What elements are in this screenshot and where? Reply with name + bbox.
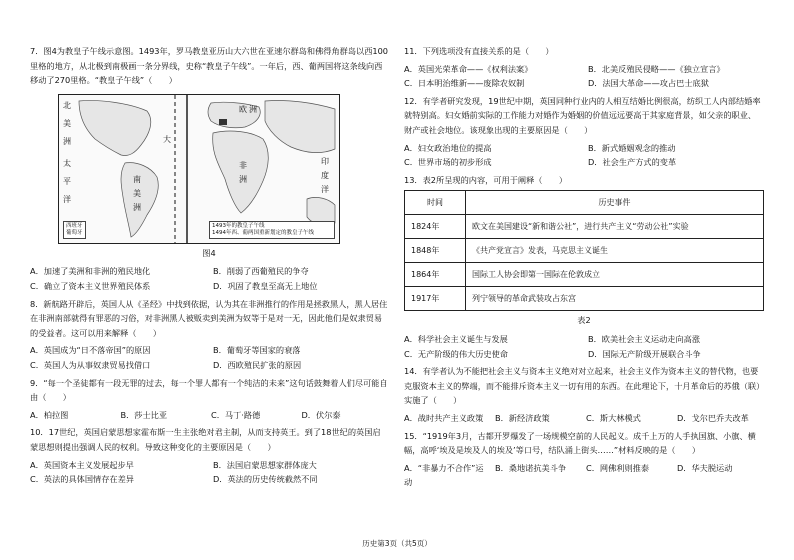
map-label-zhou: 洲 [63, 136, 71, 146]
table-cell-event: 欧文在美国建设“新和谐公社”，进行共产主义“劳动公社”实验 [466, 215, 764, 239]
q10-option-d[interactable]: D．英法的历史传统截然不同 [213, 474, 318, 485]
q11-option-c[interactable]: C．日本明治维新——废除农奴制 [404, 78, 525, 89]
question-8-stem: 8．新航路开辟后，英国人从《圣经》中找到依据，认为其在非洲推行的作用是拯救黑人，黑人居住在非洲南部就得有罪恶的习俗，对非洲黑人被贩卖到美洲为奴等于是对一无，因此他们是奴隶贸易的受益者。这可以用来解释（ ） [30, 298, 388, 338]
question-15-options [404, 461, 764, 490]
africa-shape [213, 131, 269, 213]
map-label-mei: 美 [63, 118, 71, 128]
table-cell-year: 1824年 [405, 215, 466, 239]
q12-option-b[interactable]: B．新式婚姻观念的推动 [588, 142, 676, 153]
table-row [405, 287, 764, 311]
question-7-stem: 7．图4为教皇子午线示意图。1493年，罗马教皇亚历山大六世在亚速尔群岛和佛得角群岛以西100里格的地方，从北极到南极画一条分界线，史称“教皇子午线”。一年后，西、葡两国将这条线向西移动了270里格。“教皇子午线”（ ） [30, 46, 389, 86]
q10-option-c[interactable]: C．英法的具体国情存在差异 [30, 474, 134, 485]
question-8-options [30, 343, 388, 372]
q12-option-d[interactable]: D．社会生产方式的变革 [588, 157, 677, 168]
q9-option-c[interactable]: C．马丁·路德 [211, 409, 261, 420]
q7-option-d[interactable]: D．巩固了教皇至高无上地位 [213, 280, 318, 291]
table-cell-year: 1864年 [405, 263, 466, 287]
map-label-tai: 太 [63, 158, 71, 168]
q7-option-b[interactable]: B．削弱了西葡殖民的争夺 [213, 266, 309, 277]
q7-option-c[interactable]: C．确立了资本主义世界殖民体系 [30, 280, 151, 291]
q14-option-d[interactable]: D．戈尔巴乔夫改革 [677, 412, 749, 423]
question-9-options [30, 408, 388, 423]
question-13-stem: 13．表2所呈现的内容，可用于阐释（ ） [404, 174, 568, 185]
q13-option-c[interactable]: C．无产阶级的伟大历史使命 [404, 348, 508, 359]
q14-option-c[interactable]: C．斯大林模式 [586, 412, 641, 423]
legend-portugal: 葡萄牙 [66, 229, 83, 236]
q8-option-a[interactable]: A．英国成为“日不落帝国”的原因 [30, 345, 151, 356]
map-label-yang: 洋 [63, 194, 71, 204]
legend-spain: 西班牙 [66, 222, 83, 229]
q13-option-a[interactable]: A．科学社会主义诞生与发展 [404, 333, 508, 344]
table-2-caption: 表2 [577, 315, 591, 326]
left-column [30, 44, 388, 490]
map-label-zhou4: 洲 [239, 174, 247, 184]
q9-option-d[interactable]: D．伏尔泰 [301, 409, 341, 420]
map-label-da: 大 [163, 134, 171, 144]
map-label-ping: 平 [63, 176, 71, 186]
q15-option-c[interactable]: C．网佛利则推泰 [586, 462, 650, 473]
q15-option-a[interactable]: A．“非暴力不合作”运动 [404, 462, 484, 488]
q13-option-b[interactable]: B．欧美社会主义运动走向高涨 [588, 333, 701, 344]
q10-option-a[interactable]: A．英国资本主义发展起步早 [30, 459, 134, 470]
map-label-yang2: 洋 [321, 184, 329, 194]
table-cell-year: 1917年 [405, 287, 466, 311]
q15-option-d[interactable]: D．华夫脱运动 [677, 462, 733, 473]
table-row [405, 215, 764, 239]
question-12-stem: 12．有学者研究发现，19世纪中期，英国同种行业内的人相互结婚比例很高，纺织工人内部结婚率就特别高。妇女婚前实际的工作能力对婚作为婚姻的价值远远要高于其家庭背景，如父亲的职业、财产或社会地位。该现象出现的主要原因是（ ） [404, 95, 761, 135]
question-9-stem: 9．“每一个圣徒都有一段无罪的过去，每一个罪人都有一个纯洁的未来”这句话鼓舞着人们尽可能自由（ ） [30, 377, 388, 403]
table-cell-event: 列宁领导的革命武装攻占东宫 [466, 287, 764, 311]
north-america-shape [79, 100, 151, 155]
q11-option-a[interactable]: A．英国光荣革命——《权利法案》 [404, 63, 533, 74]
q8-option-c[interactable]: C．英国人为从事奴隶贸易找借口 [30, 359, 151, 370]
map-small-legend [63, 221, 86, 239]
map-label-fei: 非 [239, 160, 247, 170]
map-label-mei2: 美 [133, 188, 141, 198]
q11-option-b[interactable]: B．北美反殖民侵略——《独立宣言》 [588, 63, 725, 74]
map-label-du: 度 [321, 170, 329, 180]
q9-option-a[interactable]: A．柏拉图 [30, 409, 69, 420]
question-10-options [30, 458, 388, 487]
figure-4-caption: 图4 [202, 247, 216, 258]
table-cell-event: 《共产党宣言》发表，马克思主义诞生 [466, 239, 764, 263]
legend-1493: 1493年的教皇子午线 [212, 222, 265, 229]
question-7-options [30, 264, 388, 293]
page-footer: 历史第3页（共5页） [362, 539, 432, 548]
map-label-ou: 欧 [239, 104, 247, 114]
table-2-history-events [404, 190, 764, 311]
q7-option-a[interactable]: A．加速了美洲和非洲的殖民地化 [30, 266, 151, 277]
table-cell-year: 1848年 [405, 239, 466, 263]
q8-option-b[interactable]: B．葡萄牙等国家的衰落 [213, 345, 301, 356]
q15-option-b[interactable]: B．桑地诺抗美斗争 [495, 462, 567, 473]
question-12-options [404, 141, 764, 170]
q8-option-d[interactable]: D．西欧殖民扩张的原因 [213, 359, 302, 370]
iberia-marker [219, 119, 227, 125]
question-15-stem: 15．“1919年3月，古都开罗爆发了一场规模空前的人民起义。成千上万的人手执国旗、小旗、横幅，高呼‘埃及是埃及人的埃及’等口号，结队涌上街头……”材料反映的是（ ） [404, 430, 756, 456]
table-row [405, 239, 764, 263]
map-label-nan: 南 [133, 174, 141, 184]
question-11-options [404, 62, 764, 91]
q9-option-b[interactable]: B．莎士比亚 [120, 409, 168, 420]
q14-option-b[interactable]: B．新经济政策 [495, 412, 550, 423]
map-label-bei: 北 [63, 100, 71, 110]
question-14-options [404, 411, 764, 426]
question-13-options [404, 332, 764, 361]
right-column [404, 44, 764, 493]
q13-option-d[interactable]: D．国际无产阶级开展联合斗争 [588, 348, 701, 359]
q10-option-b[interactable]: B．法国启蒙思想家群体庞大 [213, 459, 317, 470]
q12-option-a[interactable]: A．妇女政治地位的提高 [404, 142, 492, 153]
map-label-yin: 印 [321, 156, 329, 166]
map-label-zhou2: 洲 [133, 202, 141, 212]
asia-shape [265, 100, 335, 152]
table-header-row [405, 191, 764, 215]
table-header-event: 历史事件 [466, 191, 764, 215]
table-row [405, 263, 764, 287]
question-11-stem: 11．下列选项没有直接关系的是（ ） [404, 46, 554, 56]
legend-1494: 1494年西、葡两国重新划定的教皇子午线 [212, 229, 314, 236]
map-line-legend [209, 221, 335, 239]
q14-option-a[interactable]: A．战时共产主义政策 [404, 412, 484, 423]
table-header-time: 时间 [405, 191, 466, 215]
south-america-shape [121, 162, 158, 236]
q11-option-d[interactable]: D．法国大革命——攻占巴士底狱 [588, 78, 709, 89]
question-10-stem: 10．17世纪，英国启蒙思想家霍布斯一生主张绝对君主制，从而支持英王。到了18世纪的英国启蒙思想则提出强调人民的权利。导致这种变化的主要原因是（ ） [30, 427, 381, 452]
table-cell-event: 国际工人协会即第一国际在伦敦成立 [466, 263, 764, 287]
map-label-zhou3: 洲 [249, 104, 257, 114]
papal-meridian-map [58, 94, 340, 244]
question-14-stem: 14．有学者认为不能把社会主义与资本主义绝对对立起来，社会主义作为资本主义的替代物，也要克服资本主义的弊端，而不能排斥资本主义一切有用的东西。在此理论下，十月革命后的苏俄（联）实施了（ ） [404, 366, 761, 406]
q12-option-c[interactable]: C．世界市场的初步形成 [404, 157, 492, 168]
